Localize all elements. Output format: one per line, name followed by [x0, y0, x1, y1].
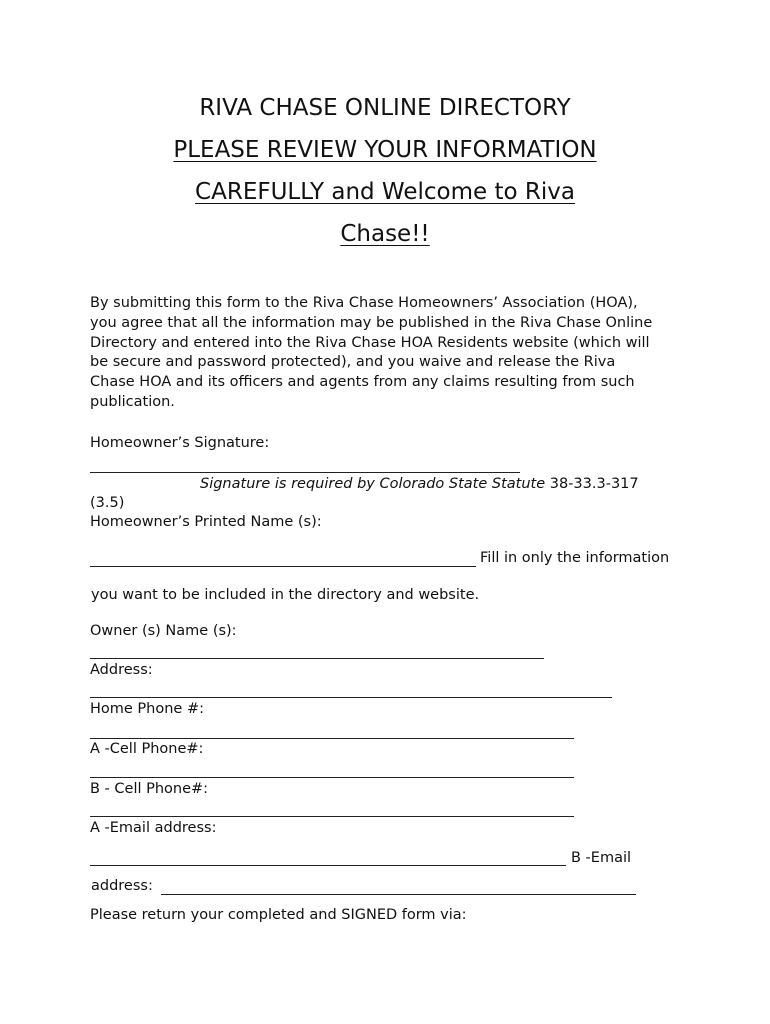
- intro-line: be secure and password protected), and you waive and release the Riva: [90, 354, 616, 371]
- email-b-field[interactable]: [161, 894, 636, 895]
- home-phone-label: Home Phone #:: [90, 701, 204, 717]
- address-label: Address:: [90, 662, 153, 678]
- intro-line: Chase HOA and its officers and agents from any claims resulting from such: [90, 374, 635, 391]
- page-title: RIVA CHASE ONLINE DIRECTORY: [199, 95, 571, 121]
- cell-phone-b-field[interactable]: [90, 816, 574, 817]
- signature-label: Homeowner’s Signature:: [90, 435, 270, 451]
- statute-note-continued: (3.5): [90, 495, 125, 511]
- fill-note: Fill in only the information: [480, 550, 670, 566]
- cell-phone-a-field[interactable]: [90, 777, 574, 778]
- statute-note-italic: Signature is required by Colorado State Statute: [200, 476, 546, 492]
- intro-line: By submitting this form to the Riva Chase Homeowners’ Association (HOA),: [90, 295, 638, 311]
- owner-names-label: Owner (s) Name (s):: [90, 623, 237, 639]
- email-b-label: B -Email: [571, 850, 632, 866]
- printed-name-label: Homeowner’s Printed Name (s):: [90, 514, 322, 530]
- owner-names-field[interactable]: [90, 658, 544, 659]
- email-a-label: A -Email address:: [90, 820, 217, 836]
- page-subtitle-line-2: CAREFULLY and Welcome to Riva: [195, 179, 575, 205]
- intro-line: you agree that all the information may be published in the Riva Chase Online: [90, 314, 653, 331]
- intro-line: publication.: [90, 393, 175, 410]
- email-b-label-continued: address:: [91, 878, 153, 894]
- intro-paragraph: [90, 294, 690, 413]
- cell-phone-b-label: B - Cell Phone#:: [90, 781, 209, 797]
- page-subtitle-line-3: Chase!!: [340, 221, 430, 247]
- printed-name-field[interactable]: [90, 566, 476, 567]
- signature-field[interactable]: [90, 472, 520, 473]
- fill-note-continued: you want to be included in the directory and website.: [91, 587, 480, 603]
- page-subtitle-line-1: PLEASE REVIEW YOUR INFORMATION: [173, 137, 597, 163]
- intro-line: Directory and entered into the Riva Chase HOA Residents website (which will: [90, 334, 650, 351]
- cell-phone-a-label: A -Cell Phone#:: [90, 741, 204, 757]
- statute-number: 38-33.3-317: [545, 476, 639, 492]
- email-a-field[interactable]: [90, 865, 566, 866]
- address-field[interactable]: [90, 697, 612, 698]
- return-instructions: Please return your completed and SIGNED form via:: [90, 907, 467, 923]
- statute-note: [200, 474, 639, 494]
